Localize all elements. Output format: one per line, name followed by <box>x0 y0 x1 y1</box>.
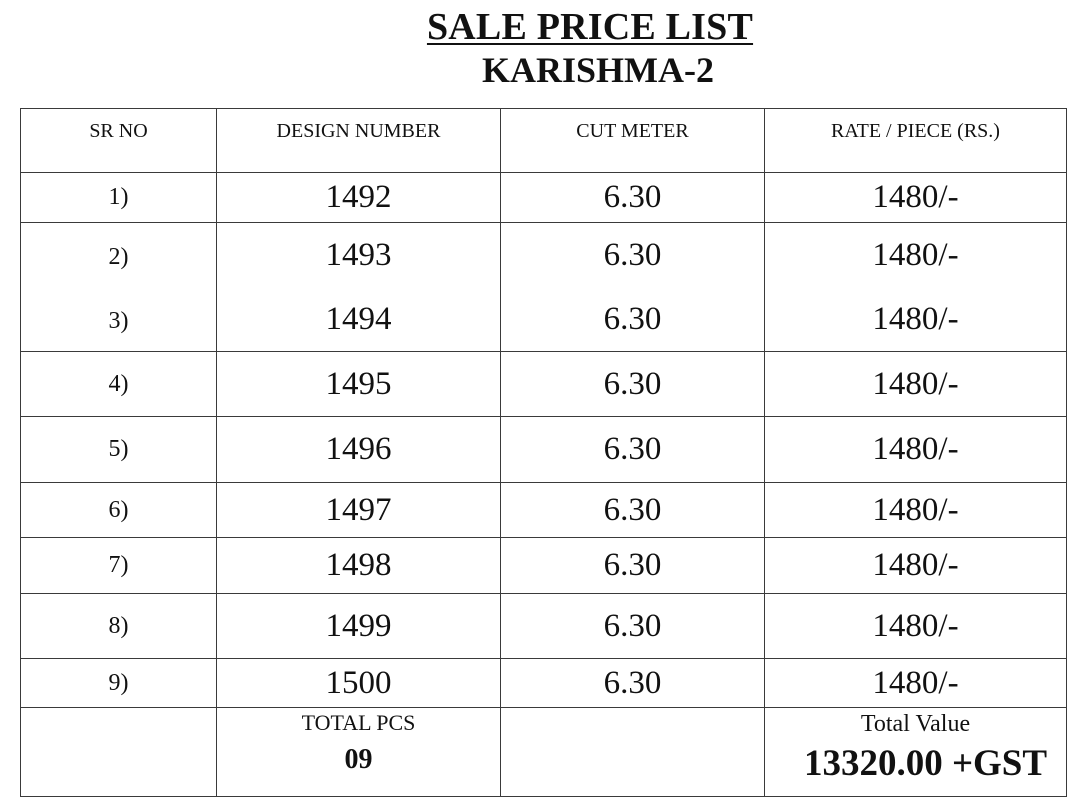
design-number-cell: 1498 <box>217 538 501 594</box>
sr-label: 3) <box>108 307 129 334</box>
cut-meter-cell: 6.30 <box>501 594 765 659</box>
table-row <box>21 659 1067 708</box>
cut-meter-cell: 6.30 <box>501 659 765 708</box>
design-number: 1494 <box>325 300 392 337</box>
sr-cell: 4) <box>21 352 217 417</box>
header-rate-per-piece: RATE / PIECE (RS.) <box>765 109 1067 173</box>
cut-meter-cell: 6.30 <box>501 538 765 594</box>
rate-cell: 1480/- <box>765 594 1067 659</box>
rate: 1480/- <box>872 300 959 337</box>
table-row <box>21 417 1067 483</box>
rate-cell: 1480/- <box>765 352 1067 417</box>
cut-meter-cell: 6.30 <box>501 352 765 417</box>
table-header-row <box>21 109 1067 173</box>
document-title: SALE PRICE LIST <box>426 6 754 48</box>
total-value-amount: 13320.00 +GST <box>803 743 1048 784</box>
sr-cell: 6) <box>21 483 217 538</box>
sr-cell: 8) <box>21 594 217 659</box>
total-pcs-value: 09 <box>344 744 373 775</box>
table-row <box>21 173 1067 223</box>
design-number-cell: 1496 <box>217 417 501 483</box>
table-row <box>21 594 1067 659</box>
table-row <box>21 483 1067 538</box>
design-number-cell: 1495 <box>217 352 501 417</box>
cut-meter: 6.30 <box>603 236 662 273</box>
sr-label: 2) <box>108 243 129 270</box>
sr-cell: 7) <box>21 538 217 594</box>
cut-meter-cell <box>501 223 765 352</box>
rate-cell: 1480/- <box>765 659 1067 708</box>
design-number-cell: 1500 <box>217 659 501 708</box>
table-row <box>21 223 1067 352</box>
design-number-cell: 1492 <box>217 173 501 223</box>
design-number-cell: 1499 <box>217 594 501 659</box>
cut-meter-cell: 6.30 <box>501 483 765 538</box>
sr-cell <box>21 223 217 352</box>
footer-empty-cell <box>21 708 217 797</box>
total-value-cell <box>765 708 1067 797</box>
header-cut-meter: CUT METER <box>501 109 765 173</box>
cut-meter: 6.30 <box>603 300 662 337</box>
rate-cell: 1480/- <box>765 417 1067 483</box>
rate-cell: 1480/- <box>765 483 1067 538</box>
table-footer-row <box>21 708 1067 797</box>
rate-cell: 1480/- <box>765 173 1067 223</box>
total-pcs-cell <box>217 708 501 797</box>
design-number-cell: 1497 <box>217 483 501 538</box>
header-sr-no: SR NO <box>21 109 217 173</box>
table-row <box>21 538 1067 594</box>
header-design-number: DESIGN NUMBER <box>217 109 501 173</box>
cut-meter-cell: 6.30 <box>501 417 765 483</box>
table-row <box>21 352 1067 417</box>
design-number-cell <box>217 223 501 352</box>
footer-empty-cell <box>501 708 765 797</box>
total-value-label: Total Value <box>860 711 971 737</box>
cut-meter-cell: 6.30 <box>501 173 765 223</box>
sr-cell: 9) <box>21 659 217 708</box>
document-subtitle: KARISHMA-2 <box>482 50 714 90</box>
sr-cell: 1) <box>21 173 217 223</box>
total-pcs-label: TOTAL PCS <box>301 710 416 735</box>
rate-cell: 1480/- <box>765 538 1067 594</box>
rate-cell <box>765 223 1067 352</box>
design-number: 1493 <box>325 236 392 273</box>
price-table <box>20 108 1067 797</box>
sr-cell: 5) <box>21 417 217 483</box>
rate: 1480/- <box>872 236 959 273</box>
